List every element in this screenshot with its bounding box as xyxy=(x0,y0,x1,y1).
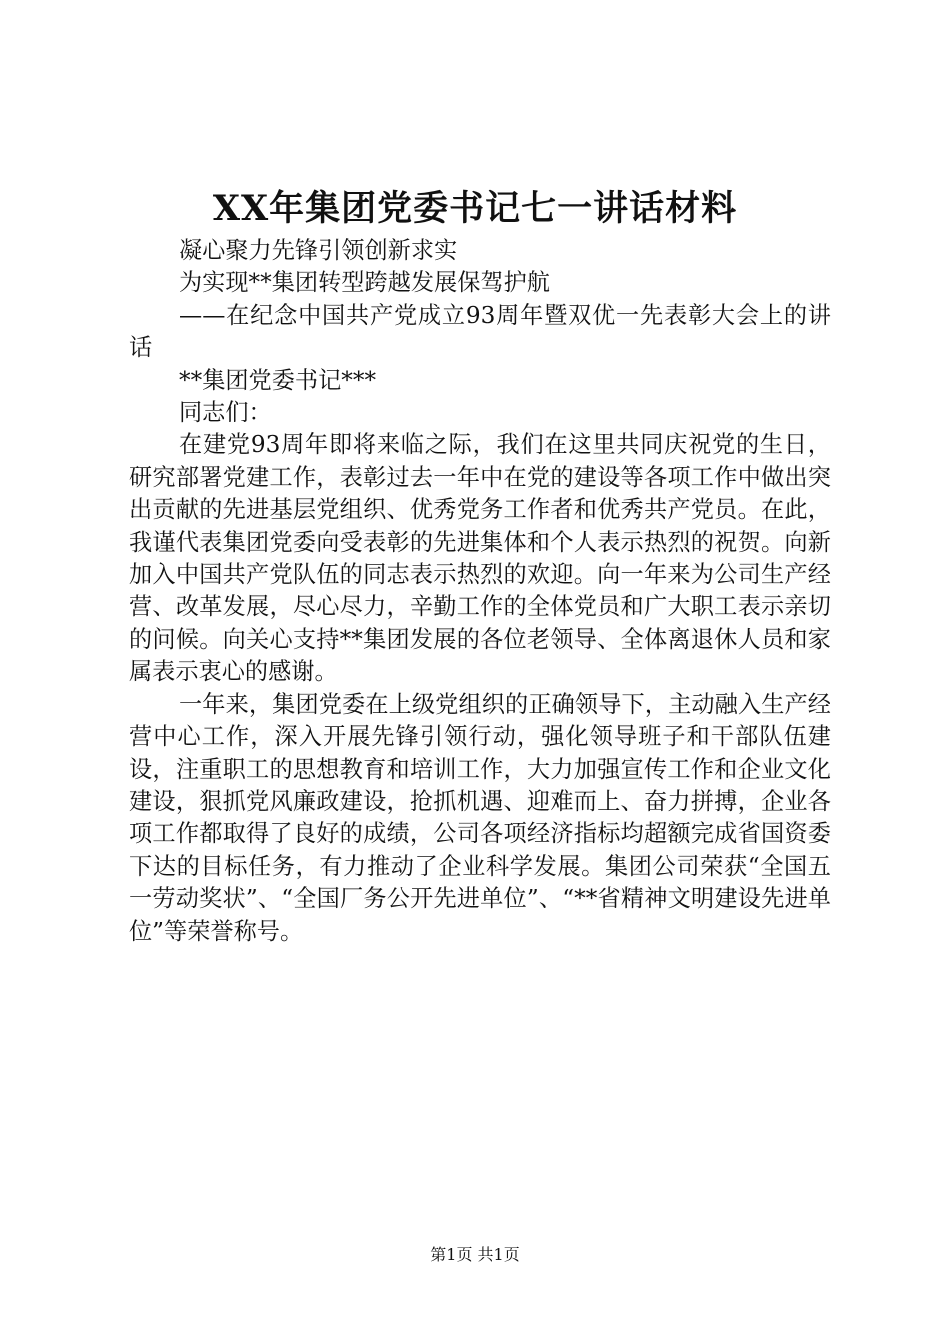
subtitle-line-1: 凝心聚力先锋引领创新求实 xyxy=(179,237,458,264)
document-title: XX年集团党委书记七一讲话材料 xyxy=(212,188,738,229)
page-footer: 第1页 共1页 xyxy=(430,1245,520,1264)
speaker-line: **集团党委书记*** xyxy=(179,366,377,394)
paragraph-1: 在建党93周年即将来临之际，我们在这里共同庆祝党的生日，研究部署党建工作，表彰过去一年中在党的建设等各项工作中做出突出贡献的先进基层党组织、优秀党务工作者和优秀共产党员。在此，我谨代表集团党委向受表彰的先进集体和个人表示热烈的祝贺。向新加入中国共产党队伍的同志表示热烈的欢迎。向一年来为公司生产经营、改革发展，尽心尽力，辛勤工作的全体党员和广大职工表示亲切的问候。向关心支持**集团发展的各位老领导、全体离退休人员和家属表示衷心的感谢。 xyxy=(129,431,831,686)
paragraph-2: 一年来，集团党委在上级党组织的正确领导下，主动融入生产经营中心工作，深入开展先锋引领行动，强化领导班子和干部队伍建设，注重职工的思想教育和培训工作，大力加强宣传工作和企业文化建设，狠抓党风廉政建设，抢抓机遇、迎难而上、奋力拼搏，企业各项工作都取得了良好的成绩，公司各项经济指标均超额完成省国资委下达的目标任务，有力推动了企业科学发展。集团公司荣获“全国五一劳动奖状”、“全国厂务公开先进单位”、“**省精神文明建设先进单位”等荣誉称号。 xyxy=(129,690,831,945)
document-body xyxy=(129,235,831,948)
subtitle-line-2: 为实现**集团转型跨越发展保驾护航 xyxy=(179,269,550,297)
salutation: 同志们： xyxy=(179,399,272,427)
subtitle-line-3: ——在纪念中国共产党成立93周年暨双优一先表彰大会上的讲话 xyxy=(129,301,831,362)
